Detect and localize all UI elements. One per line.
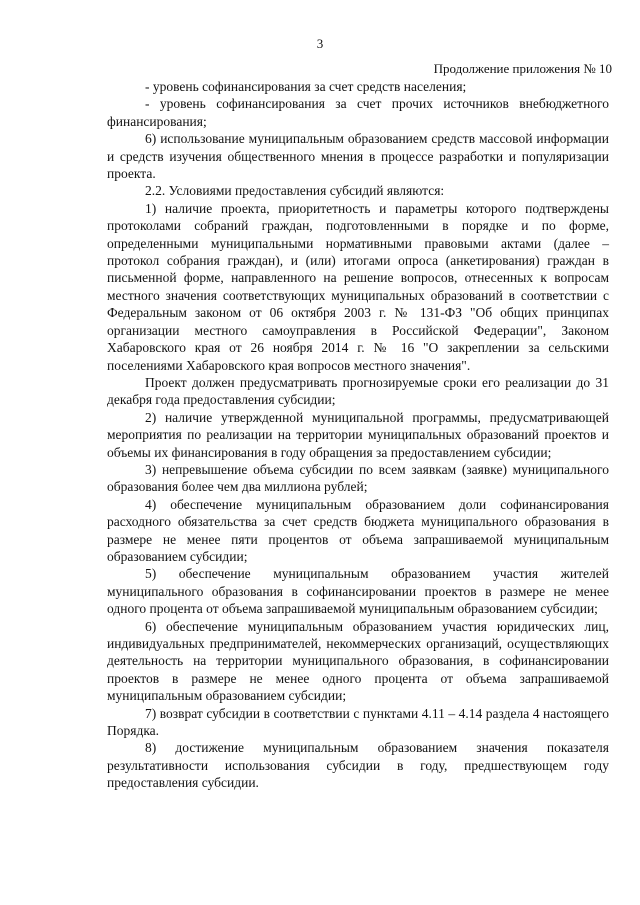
paragraph-condition-8: 8) достижение муниципальным образованием значения показателя результативности использования субсидии в году, предшествующем году предоставления субсидии.	[107, 740, 609, 791]
paragraph-cofinancing-population: - уровень софинансирования за счет средств населения;	[145, 79, 467, 94]
paragraph-condition-2: 2) наличие утвержденной муниципальной программы, предусматривающей мероприятия по реализации на территории муниципальных образований проектов и объемы их финансирования в году обращения за предоставлением субсидии;	[107, 409, 609, 460]
paragraph-condition-5: 5) обеспечение муниципальным образованием участия жителей муниципального образования в софинансировании проектов в размере не менее одного процента от объема запрашиваемой муниципальным образованием субсидии;	[107, 566, 609, 617]
paragraph-condition-1: 1) наличие проекта, приоритетность и параметры которого подтверждены протоколами собраний граждан, подготовленными в порядке и по форме, определенными муниципальными нормативными правовыми актами (далее – протокол собрания граждан), и (или) итогами опроса (анкетирования) граждан в письменной форме, направленного на решение вопросов, отнесенных к вопросам местного значения соответствующих муниципальных образований в соответствии с Федеральным законом от 06 октября 2003 г. № 131-ФЗ "Об общих принципах организации местного самоуправления в Российской Федерации", Законом Хабаровского края от 26 ноября 2014 г. № 16 "О закреплении за сельскими поселениями Хабаровского края вопросов местного значения".	[107, 200, 609, 373]
paragraph-condition-6: 6) обеспечение муниципальным образованием участия юридических лиц, индивидуальных предпринимателей, некоммерческих организаций, осуществляющих деятельность на территории муниципального образования, в софинансировании проектов в размере не менее одного процента от объема запрашиваемой муниципальным образованием субсидии;	[107, 618, 609, 704]
paragraph-condition-3: 3) непревышение объема субсидии по всем заявкам (заявке) муниципального образования более чем два миллиона рублей;	[107, 461, 609, 495]
paragraph-condition-4: 4) обеспечение муниципальным образованием доли софинансирования расходного обязательства за счет средств бюджета муниципального образования в размере не менее пяти процентов от объема запрашиваемой муниципальным образованием субсидии;	[107, 496, 609, 564]
appendix-continuation-note: Продолжение приложения № 10	[433, 61, 612, 76]
document-body	[107, 78, 609, 792]
paragraph-cofinancing-other-sources: - уровень софинансирования за счет прочих источников внебюджетного финансирования;	[107, 96, 609, 129]
paragraph-section-2-2-heading: 2.2. Условиями предоставления субсидий являются:	[145, 183, 445, 199]
paragraph-project-deadline: Проект должен предусматривать прогнозируемые сроки его реализации до 31 декабря года предоставления субсидии;	[107, 374, 609, 408]
paragraph-condition-7: 7) возврат субсидии в соответствии с пунктами 4.11 – 4.14 раздела 4 настоящего Порядка.	[107, 705, 609, 739]
paragraph-item-6-media: 6) использование муниципальным образованием средств массовой информации и средств изучения общественного мнения в процессе разработки и популяризации проекта.	[107, 131, 609, 182]
page-number: 3	[316, 36, 324, 51]
